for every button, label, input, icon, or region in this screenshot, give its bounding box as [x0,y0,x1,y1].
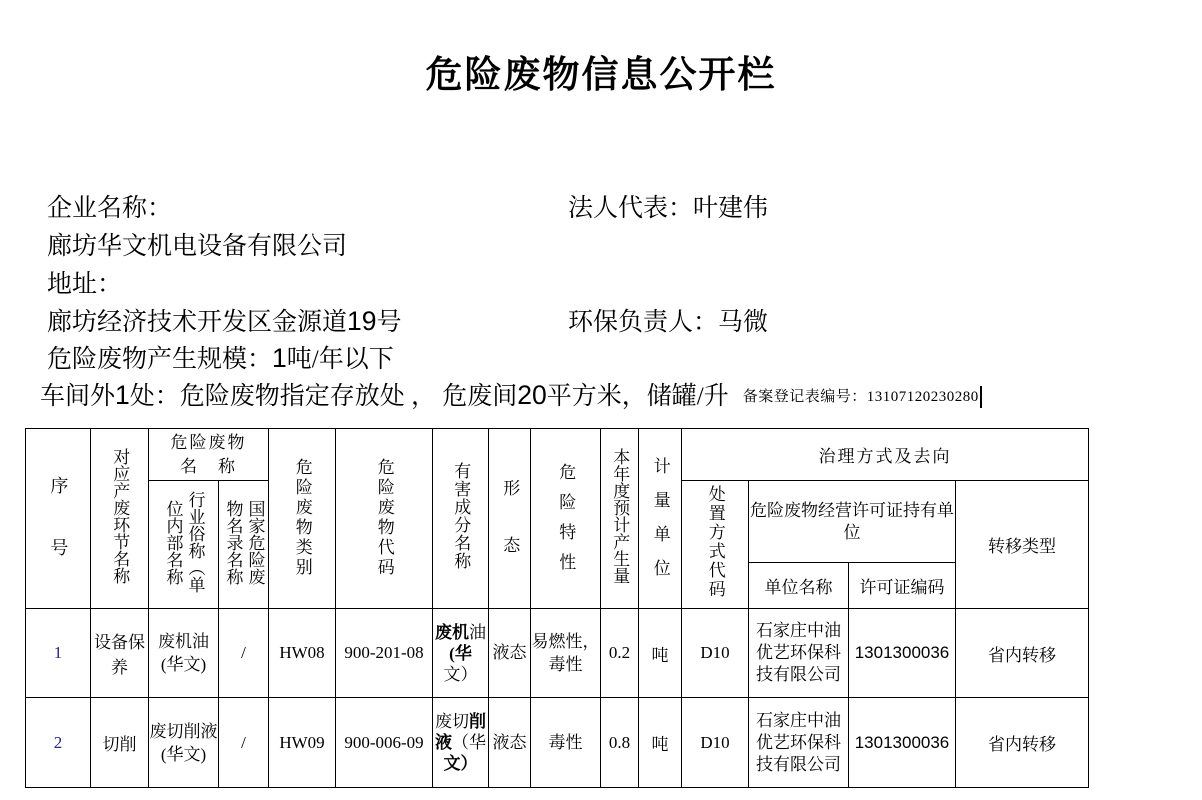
cell-transfer-type: 省内转移 [956,698,1089,788]
hazardous-waste-table [25,428,1089,788]
col-header-disposal-code: 处置方式代码 [682,481,749,609]
col-header-industry-name: 行业俗称（单位内部名称 [149,481,219,609]
col-header-unit-name: 单位名称 [749,563,849,609]
cell-unit-name: 石家庄中油优艺环保科技有限公司 [749,698,849,788]
env-officer: 环保负责人：马微 [568,309,769,336]
col-header-waste-link: 对应产废环节名称 [91,429,149,609]
page-title: 危险废物信息公开栏 [425,55,777,96]
col-header-annual-qty: 本年度预计产生量 [601,429,639,609]
col-header-license-holder: 危险废物经营许可证持有单位 [749,481,956,563]
cell-license-code: 1301300036 [849,698,956,788]
cell-annual-qty: 0.8 [601,698,639,788]
address-label: 地址： [47,271,123,298]
col-header-harmful: 有害成分名称 [433,429,489,609]
cell-unit-name: 石家庄中油优艺环保科技有限公司 [749,609,849,698]
cell-industry-name: 废机油(华文) [149,609,219,698]
cell-unit: 吨 [639,698,682,788]
col-header-waste-name-group: 危险废物 名 称 [149,429,269,481]
cell-unit: 吨 [639,609,682,698]
col-header-code: 危险废物代码 [336,429,433,609]
cell-disposal-code: D10 [682,609,749,698]
cell-category: HW09 [269,698,336,788]
cell-hazard: 易燃性，毒性 [531,609,601,698]
cell-form: 液态 [489,698,531,788]
company-name: 廊坊华文机电设备有限公司 [47,233,348,260]
address-value: 廊坊经济技术开发区金源道19号 [47,306,402,336]
cell-waste-link: 设备保养 [91,609,149,698]
storage-text: 车间外1处：危险废物指定存放处 ， 危废间20平方米，储罐/升 [40,380,729,410]
cell-license-code: 1301300036 [849,609,956,698]
cell-industry-name: 废切削液(华文) [149,698,219,788]
col-header-license-code: 许可证编码 [849,563,956,609]
cell-transfer-type: 省内转移 [956,609,1089,698]
legal-representative: 法人代表：叶建伟 [568,195,769,222]
registration-number[interactable]: 备案登记表编号：13107120230280 [742,389,979,405]
cell-code: 900-201-08 [336,609,433,698]
table-row-1 [26,609,1089,698]
cell-harmful: 废机油(华文） [433,609,489,698]
text-cursor [980,386,982,408]
cell-serial: 2 [26,698,91,788]
storage-info [40,376,982,412]
cell-national-name: / [219,698,269,788]
company-name-label: 企业名称： [47,195,173,222]
cell-disposal-code: D10 [682,698,749,788]
cell-category: HW08 [269,609,336,698]
cell-form: 液态 [489,609,531,698]
header-row-1 [26,429,1089,481]
col-header-treatment-group: 治理方式及去向 [682,429,1089,481]
cell-harmful: 废切削液（华文） [433,698,489,788]
cell-hazard: 毒性 [531,698,601,788]
table-row-2 [26,698,1089,788]
col-header-hazard: 危险特性 [531,429,601,609]
cell-code: 900-006-09 [336,698,433,788]
cell-waste-link: 切削 [91,698,149,788]
col-header-national-name: 国家危险废物名录名称 [219,481,269,609]
cell-national-name: / [219,609,269,698]
col-header-category: 危险废物类别 [269,429,336,609]
col-header-serial: 序号 [26,429,91,609]
col-header-unit: 计量单位 [639,429,682,609]
waste-scale: 危险废物产生规模：1吨/年以下 [47,343,394,373]
cell-annual-qty: 0.2 [601,609,639,698]
cell-serial: 1 [26,609,91,698]
col-header-transfer-type: 转移类型 [956,481,1089,609]
col-header-form: 形态 [489,429,531,609]
